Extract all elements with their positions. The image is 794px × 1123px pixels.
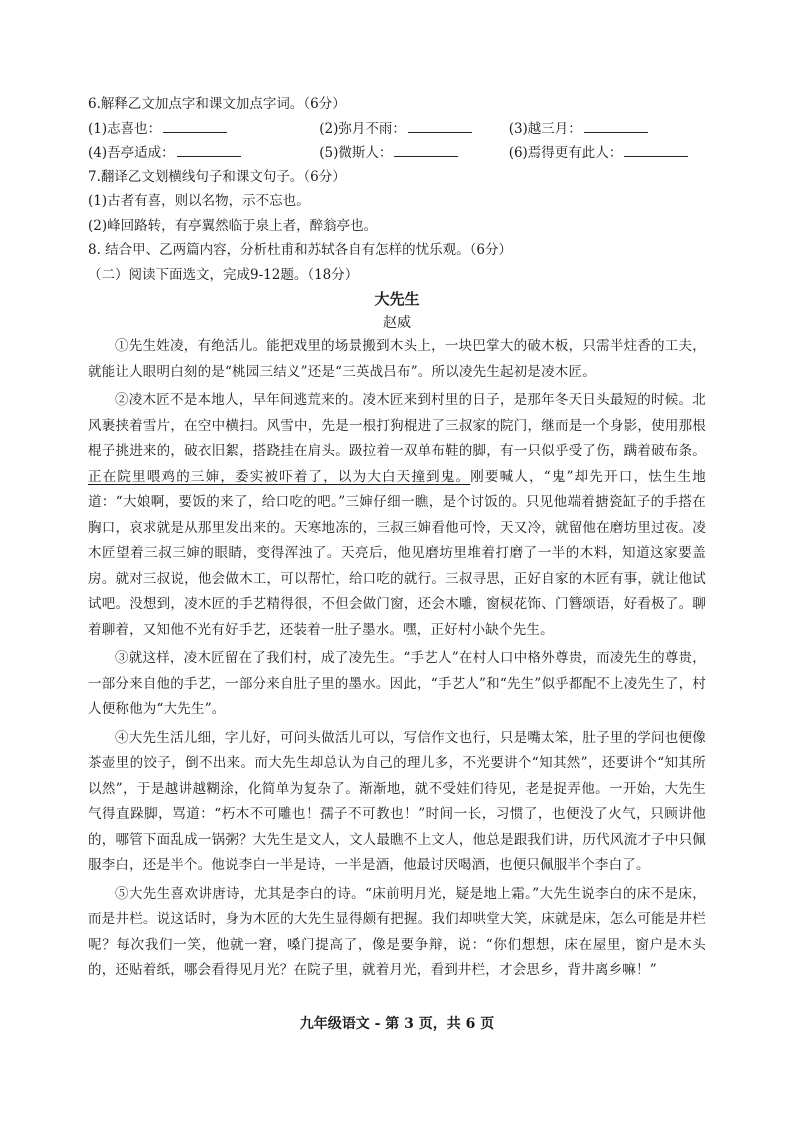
- article-body: [88, 334, 706, 987]
- paragraph-3: ③就这样，凌木匠留在了我们村，成了凌先生。“手艺人”在村人口中格外尊贵，而凌先生的尊贵，一部分来自他的手艺，一部分来自肚子里的墨水。因此，“手艺人”和“先生”似乎都配不上凌先生了，村人便称他为“大先生”。: [88, 650, 706, 717]
- q6-item: (1)志喜也：: [88, 117, 319, 141]
- q7-title: 7.翻译乙文划横线句子和课文句子。（6分）: [88, 168, 346, 185]
- answer-blank[interactable]: [584, 119, 648, 133]
- paragraph-1: ①先生姓凌，有绝活儿。能把戏里的场景搬到木头上，一块巴掌大的破木板，只需半炷香的工夫，就能让人眼明白刻的是“桃园三结义”还是“三英战吕布”。所以凌先生起初是凌木匠。: [88, 338, 706, 380]
- paragraph-4: ④大先生活儿细，字儿好，可问头做活儿可以，写信作文也行，只是嘴太笨，肚子里的学问也便像茶壶里的饺子，倒不出来。而大先生却总认为自己的理儿多，不光要讲个“知其然”，还要讲个“知其所以然”，于是越讲越糊涂，化简单为复杂了。渐渐地，就不受娃们待见，老是捉弄他。一开始，大先生气得直跺脚，骂道：“朽木不可雕也！孺子不可教也！”时间一长，习惯了，也便没了火气，只顾讲他的，哪管下面乱成一锅粥？大先生是文人，文人最瞧不上文人，他总是跟我们讲，历代风流才子中只佩服李白，还是半个。他说李白一半是诗，一半是酒，他最讨厌喝酒，也便只佩服半个李白了。: [88, 729, 706, 873]
- section-2-heading: （二）阅读下面选文，完成9-12题。（18分）: [88, 266, 359, 283]
- q6-item: (4)吾亭适成：: [88, 141, 319, 165]
- answer-blank[interactable]: [163, 119, 227, 133]
- answer-blank[interactable]: [624, 143, 688, 157]
- q6-item: (5)微斯人：: [319, 141, 508, 165]
- q7-item-2: (2)峰回路转，有亭翼然临于泉上者，醉翁亭也。: [88, 217, 378, 234]
- page-footer: 九年级语文 - 第 3 页，共 6 页: [299, 1016, 495, 1032]
- paragraph-2: ②凌木匠不是本地人，早年间逃荒来的。凌木匠来到村里的日子，是那年冬天日头最短的时候。北风裹挟着雪片，在空中横扫。风雪中，先是一根打狗棍进了三叔家的院门，继而是一个身影，使用那根棍子挑进来的，破衣旧絮，搭跷挂在肩头。趿拉着一双单布鞋的脚，有一只似乎受了伤，蹒着破布条。正在院里喂鸡的三婶，委实被吓着了，以为大白天撞到鬼。刚要喊人，“鬼”却先开口，怯生生地道：“大娘啊，要饭的来了，给口吃的吧。”三婶仔细一瞧，是个讨饭的。只见他端着搪瓷缸子的手搭在胸口，哀求就是从那里发出来的。天寒地冻的，三叔三婶看他可怜，天又冷，就留他在磨坊里过夜。凌木匠望着三叔三婶的眼睛，变得浑浊了。天亮后，他见磨坊里堆着打磨了一半的木料，知道这家要盖房。就对三叔说，他会做木工，可以帮忙，给口吃的就行。三叔寻思，正好自家的木匠有事，就让他试试吧。没想到，凌木匠的手艺精得很，不但会做门窗，还会木雕，窗棂花饰、门簪颂语，好看极了。聊着聊着，又知他不光有好手艺，还装着一肚子墨水。嘿，正好村小缺个先生。: [88, 392, 707, 638]
- article-author: 赵威: [383, 315, 411, 331]
- q6-row-1: [88, 117, 728, 141]
- q6-title: 6.解释乙文加点字和课文加点字词。（6分）: [88, 96, 346, 112]
- article-title: 大先生: [374, 290, 420, 308]
- q6-row-2: [88, 141, 728, 165]
- q6-item: (6)焉得更有此人：: [509, 141, 728, 165]
- questions-block: [88, 92, 728, 287]
- underlined-sentence: 正在院里喂鸡的三婶，委实被吓着了，以为大白天撞到鬼。: [88, 468, 471, 485]
- answer-blank[interactable]: [394, 143, 458, 157]
- answer-blank[interactable]: [177, 143, 241, 157]
- q8-title: 8. 结合甲、乙两篇内容，分析杜甫和苏轼各自有怎样的忧乐观。（6分）: [88, 242, 513, 258]
- paragraph-5: ⑤大先生喜欢讲唐诗，尤其是李白的诗。“床前明月光，疑是地上霜。”大先生说李白的床不是床，而是井栏。说这话时，身为木匠的大先生显得颇有把握。我们却哄堂大笑，床就是床，怎么可能是井栏呢？每次我们一笑，他就一窘，嗓门提高了，像是要争辩，说：“你们想想，床在屋里，窗户是木头的，还贴着纸，哪会看得见月光？在院子里，就着月光，看到井栏，才会思乡，背井离乡嘛！”: [88, 885, 706, 978]
- q7-item-1: (1)古者有喜，则以名物，示不忘也。: [88, 193, 310, 209]
- answer-blank[interactable]: [408, 119, 472, 133]
- q6-item: (3)越三月：: [509, 117, 728, 141]
- q6-item: (2)弥月不雨：: [319, 117, 508, 141]
